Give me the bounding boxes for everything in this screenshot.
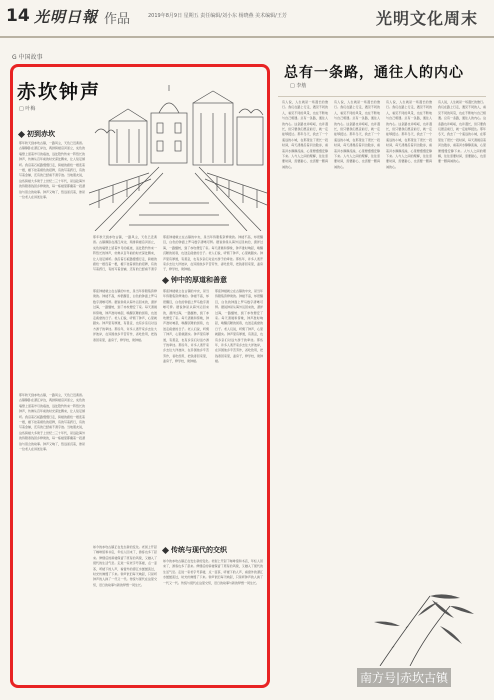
section-body: 如今的赤坎古镇正在发生新的变化。老街上开起了咖啡馆和书店，年轻人回来了，游客也多了起来。修缮后的骑楼保留了原有的风貌，又融入了现代的生活气息。走进一家老字号茶楼，点一壶茶，听楼下的人声，看窗外的潭江水缓缓流过，时光仿佛慢了下来。钟声依旧每天响起，只是听钟声的人换了一代又一代。传统与现代在这里交织，旧日的故事与新的梦想一同生长。 (93, 545, 157, 587)
section-body-continued: 那座钟楼就立在古镇的中央，是当年侨胞集资修建的。钟楼不高，却很醒目，白色的钟面上罗马数字清晰可辨。据说钟是从海外运回来的，漂洋过海，一路辗转，到了赤坎便安了家。每天清晨和傍晚，钟声准时响起，唤醒沉睡的街巷，也送走疲惫的日子。老人们说，听惯了钟声，心里就踏实。钟声里有厚道，有善意，也有乡亲们对远方游子的牵挂。那些年，许多人离开家乡去往大洋彼岸，在异国他乡辛苦劳作，省吃俭用，把钱寄回家里，盖房子，修学校，建钟楼。 (215, 289, 263, 364)
paper-name: 光明日報 (34, 8, 99, 26)
weekly-title: 光明文化周末 (375, 9, 478, 28)
section-body-continued: 那年秋天到赤坎古镇，一路风尘，天色已近黄昏。古镇静卧在潭江岸边，两排骑楼沿河而立，灰色的墙壁上留着岁月的痕迹，远处隐约传来一阵悠长的钟声，仿佛从百年前的时光深处飘来，让人驻足倾听。我沿着石板路慢慢行走，骑楼的廊柱一根连着一根，檐下挂着褪色的招牌，有的写着药行，有的写着金铺，还有的已经看不清字 (93, 235, 157, 271)
diamond-bullet-icon (162, 276, 169, 283)
source-watermark: 南方号|赤坎古镇 (357, 668, 451, 687)
masthead (0, 0, 494, 38)
diamond-bullet-icon (162, 546, 169, 553)
bamboo-painting-illustration (370, 586, 478, 666)
article-byline: □ 叶梅 (19, 106, 36, 112)
issue-info: 2019年8月9日 星期五 责任编辑/刘小东 杨晓燕 美术编辑/王芳 (148, 13, 287, 19)
street-sketch-illustration (89, 73, 267, 231)
section-body: 那年秋天到赤坎古镇，一路风尘，天色已近黄昏。古镇静卧在潭江岸边，两排骑楼沿河而立，灰色的墙壁上留着岁月的痕迹，远处隐约传来一阵悠长的钟声，仿佛从百年前的时光深处飘来，让人驻足倾听。我沿着石板路慢慢行走，骑楼的廊柱一根连着一根，檐下挂着褪色的招牌，有的写着药行，有的写着金铺，还有的已经看不清字迹。当地朋友说，这些骑楼大多建于上世纪二三十年代，是远赴海外的侨胞寄钱回乡修建的，每一栋楼里都藏着一段漂泊与思念的故事。钟声又响了，悠远而沉着，像是一位老人在讲述往事。 (19, 141, 85, 200)
column-tag: G 中国故事 (12, 54, 43, 61)
section-body-continued: 如今的赤坎古镇正在发生新的变化。老街上开起了咖啡馆和书店，年轻人回来了，游客也多了起来。修缮后的骑楼保留了原有的风貌，又融入了现代的生活气息。走进一家老字号茶楼，点一壶茶，听楼下的人声，看窗外的潭江水缓缓流过，时光仿佛慢了下来。钟声依旧每天响起，只是听钟声的人换了一代又一代。传统与现代在这里交织，旧日的故事与新的梦想一同生长。 (163, 559, 263, 585)
section-body-continued: 那座钟楼就立在古镇的中央，是当年侨胞集资修建的。钟楼不高，却很醒目，白色的钟面上罗马数字清晰可辨。据说钟是从海外运回来的，漂洋过海，一路辗转，到了赤坎便安了家。每天清晨和傍晚，钟声准时响起，唤醒沉睡的街巷，也送走疲惫的日子。老人们说，听惯了钟声，心里就踏实。钟声里有厚道，有善意，也有乡亲们对远方游子的牵挂。那些年，许多人离开家乡去往大洋彼岸，在异国他乡辛苦劳作，省吃俭用，把钱寄回家里，盖房子，修学校，建钟楼。 (163, 235, 263, 271)
diamond-bullet-icon (18, 130, 25, 137)
article-title: 赤坎钟声 (17, 81, 102, 103)
section-heading-text: 传统与现代的交织 (171, 546, 227, 554)
section-heading (19, 129, 55, 139)
section-tag: 作品 (104, 12, 131, 27)
right-article-title: 总有一条路，通往人的内心 (284, 65, 464, 81)
divider (278, 96, 486, 97)
section-heading-text: 钟中的厚道和善意 (171, 276, 227, 284)
section-heading-text: 初到赤坎 (27, 130, 55, 138)
right-article-body: 有人说，人生就是一场漫长的旅行。我们在路上行走，遇见不同的人，看见不同的风景，也在不断地与自己相遇。总有一条路，通往人的内心。这条路也许崎岖，也许漫长，但只要我们愿意前行，就一定能够抵达。那年冬天，我去了一个遥远的小城，在那里住了很长一段时间，每天清晨沿着河边散步，看着河水静静流淌，心里便慢慢安静下来。人与人之间的理解，往往需要时间，需要耐心，也需要一颗真诚的心。 (438, 100, 486, 164)
section-heading (163, 275, 227, 285)
section-body: 那座钟楼就立在古镇的中央，是当年侨胞集资修建的。钟楼不高，却很醒目，白色的钟面上罗马数字清晰可辨。据说钟是从海外运回来的，漂洋过海，一路辗转，到了赤坎便安了家。每天清晨和傍晚，钟声准时响起，唤醒沉睡的街巷，也送走疲惫的日子。老人们说，听惯了钟声，心里就踏实。钟声里有厚道，有善意，也有乡亲们对远方游子的牵挂。那些年，许多人离开家乡去往大洋彼岸，在异国他乡辛苦劳作，省吃俭用，把钱寄回家里，盖房子，修学校，建钟楼。 (93, 289, 157, 342)
right-article-body: 有人说，人生就是一场漫长的旅行。我们在路上行走，遇见不同的人，看见不同的风景，也在不断地与自己相遇。总有一条路，通往人的内心。这条路也许崎岖，也许漫长，但只要我们愿意前行，就一定能够抵达。那年冬天，我去了一个遥远的小城，在那里住了很长一段时间，每天清晨沿着河边散步，看着河水静静流淌，心里便慢慢安静下来。人与人之间的理解，往往需要时间，需要耐心，也需要一颗真诚的心。 (334, 100, 380, 169)
right-article-body: 有人说，人生就是一场漫长的旅行。我们在路上行走，遇见不同的人，看见不同的风景，也在不断地与自己相遇。总有一条路，通往人的内心。这条路也许崎岖，也许漫长，但只要我们愿意前行，就一定能够抵达。那年冬天，我去了一个遥远的小城，在那里住了很长一段时间，每天清晨沿着河边散步，看着河水静静流淌，心里便慢慢安静下来。人与人之间的理解，往往需要时间，需要耐心，也需要一颗真诚的心。 (386, 100, 432, 169)
right-article-body: 有人说，人生就是一场漫长的旅行。我们在路上行走，遇见不同的人，看见不同的风景，也在不断地与自己相遇。总有一条路，通往人的内心。这条路也许崎岖，也许漫长，但只要我们愿意前行，就一定能够抵达。那年冬天，我去了一个遥远的小城，在那里住了很长一段时间，每天清晨沿着河边散步，看着河水静静流淌，心里便慢慢安静下来。人与人之间的理解，往往需要时间，需要耐心，也需要一颗真诚的心。 (282, 100, 328, 169)
section-heading (163, 545, 227, 555)
right-article-byline: □ 李舫 (290, 83, 307, 89)
section-body-continued: 那座钟楼就立在古镇的中央，是当年侨胞集资修建的。钟楼不高，却很醒目，白色的钟面上罗马数字清晰可辨。据说钟是从海外运回来的，漂洋过海，一路辗转，到了赤坎便安了家。每天清晨和傍晚，钟声准时响起，唤醒沉睡的街巷，也送走疲惫的日子。老人们说，听惯了钟声，心里就踏实。钟声里有厚道，有善意，也有乡亲们对远方游子的牵挂。那些年，许多人离开家乡去往大洋彼岸，在异国他乡辛苦劳作，省吃俭用，把钱寄回家里，盖房子，修学校，建钟楼。 (163, 289, 209, 364)
section-body-continued: 那年秋天到赤坎古镇，一路风尘，天色已近黄昏。古镇静卧在潭江岸边，两排骑楼沿河而立，灰色的墙壁上留着岁月的痕迹，远处隐约传来一阵悠长的钟声，仿佛从百年前的时光深处飘来，让人驻足倾听。我沿着石板路慢慢行走，骑楼的廊柱一根连着一根，檐下挂着褪色的招牌，有的写着药行，有的写着金铺，还有的已经看不清字迹。当地朋友说，这些骑楼大多建于上世纪二三十年代，是远赴海外的侨胞寄钱回乡修建的，每一栋楼里都藏着一段漂泊与思念的故事。钟声又响了，悠远而沉着，像是一位老人在讲述往事。 (19, 393, 85, 452)
page-number: 14 (6, 6, 30, 26)
highlighted-article[interactable] (10, 64, 270, 688)
